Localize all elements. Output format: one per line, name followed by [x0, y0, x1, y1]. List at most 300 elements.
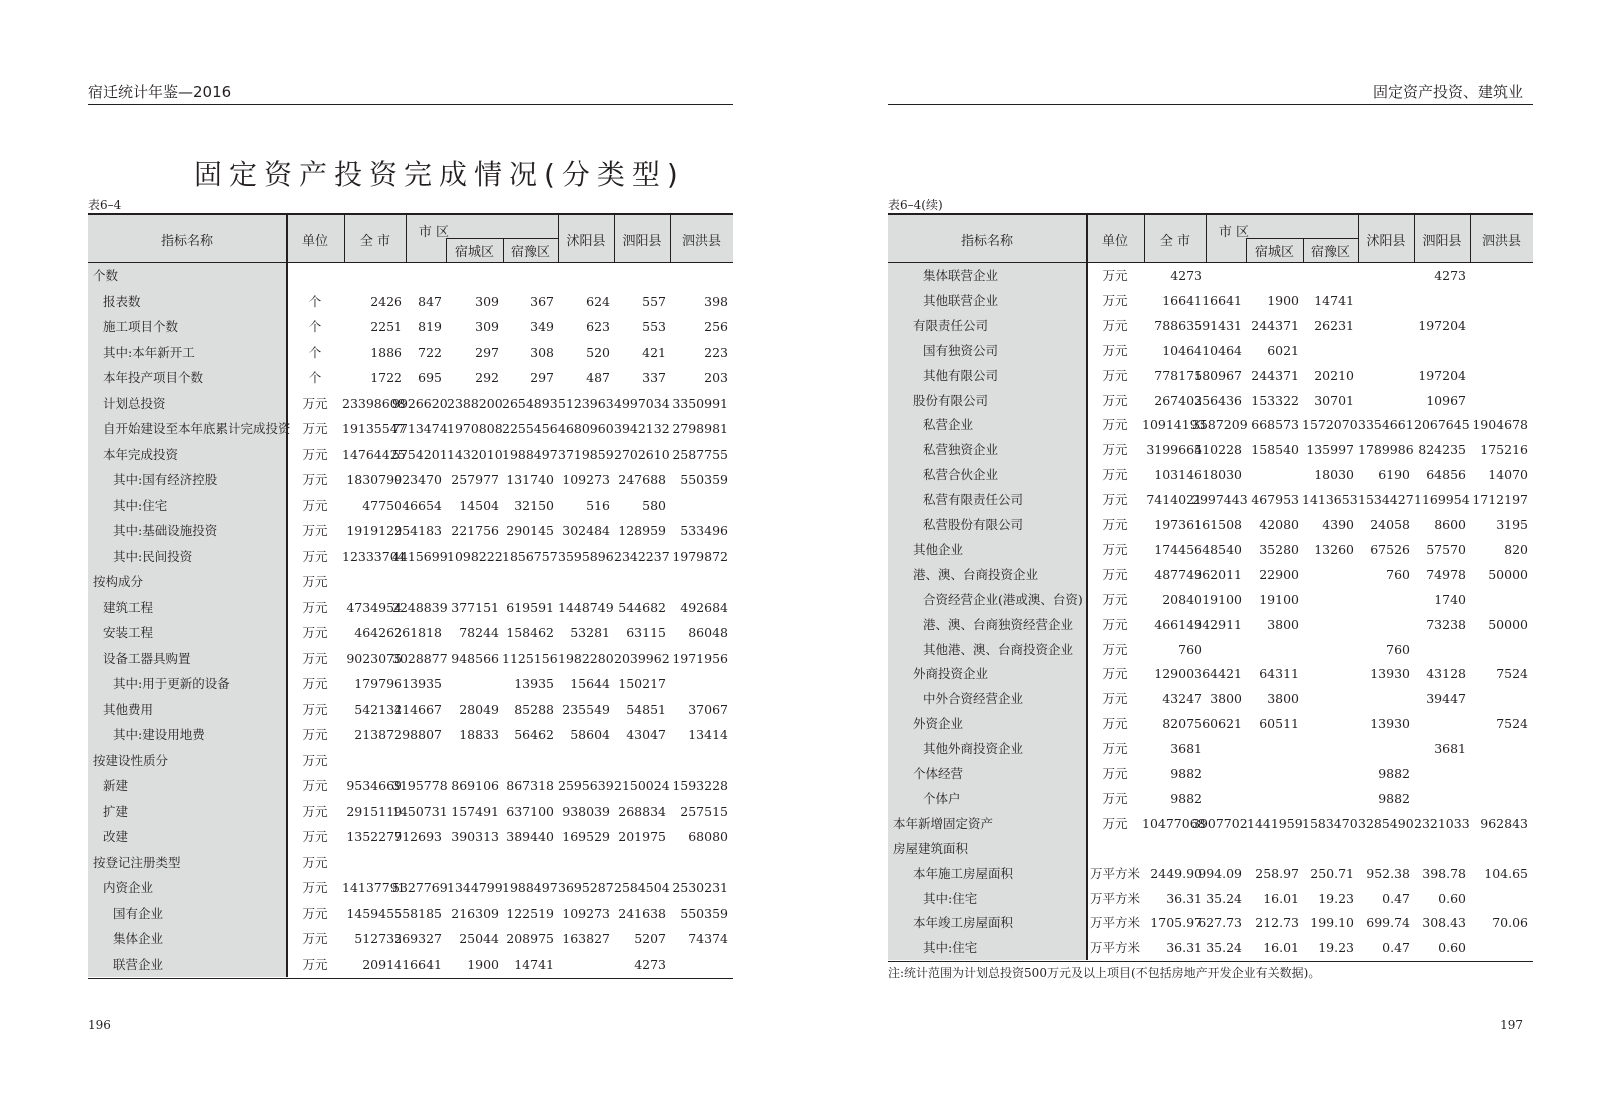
- cell-value: 10914193: [1142, 417, 1206, 433]
- row-label: 外商投资企业: [913, 666, 989, 682]
- cell-value: 1988497: [502, 446, 558, 462]
- cell-value: 824235: [1418, 442, 1466, 458]
- row-unit: 万元: [302, 548, 328, 564]
- cell-value: 1593228: [672, 778, 728, 793]
- cell-value: 2039962: [614, 650, 670, 666]
- cell-value: 16641: [402, 956, 442, 972]
- cell-value: 2449.90: [1150, 865, 1202, 881]
- row-label: 建筑工程: [103, 599, 154, 615]
- cell-value: 35280: [1259, 541, 1299, 557]
- row-unit: 万元: [302, 905, 328, 921]
- header-column-rule: [406, 215, 407, 263]
- cell-value: 1722: [370, 370, 402, 385]
- row-label: 其中:本年新开工: [103, 344, 195, 360]
- col-header-urban: 市 区: [1218, 224, 1250, 240]
- cell-value: 10477068: [1142, 815, 1206, 831]
- cell-value: 18030: [1314, 467, 1354, 483]
- cell-value: 247688: [618, 472, 666, 487]
- cell-value: 869106: [451, 778, 499, 793]
- row-unit: 万元: [302, 701, 328, 717]
- row-unit: 万元: [1102, 392, 1128, 408]
- cell-value: 1352277: [346, 829, 402, 844]
- cell-value: 2798981: [672, 421, 728, 436]
- row-unit: 万元: [302, 446, 328, 462]
- cell-value: 269327: [394, 931, 442, 946]
- cell-value: 0.47: [1382, 890, 1410, 906]
- table-row: [888, 910, 1533, 935]
- cell-value: 7414021: [1146, 492, 1202, 508]
- row-label: 个体经营: [913, 766, 964, 781]
- cell-value: 9882: [1378, 790, 1410, 806]
- col-header-shuyang: 沭阳县: [1366, 233, 1406, 249]
- cell-value: 1982280: [558, 650, 614, 666]
- cell-value: 1900: [467, 956, 499, 972]
- table-row: [888, 736, 1533, 761]
- col-header-sucheng: 宿城区: [454, 245, 494, 260]
- cell-value: 15644: [570, 676, 610, 691]
- cell-value: 309: [475, 293, 499, 309]
- table-row: [888, 462, 1533, 487]
- header-column-rule: [1414, 215, 1415, 263]
- row-label: 本年竣工房屋面积: [913, 915, 1014, 931]
- cell-value: 3681: [1434, 741, 1466, 757]
- cell-value: 46654: [402, 497, 442, 513]
- table-row: [888, 587, 1533, 612]
- cell-value: 464262: [354, 625, 402, 640]
- cell-value: 3199665: [1146, 442, 1202, 458]
- header-column-rule: [670, 215, 671, 263]
- cell-value: 1441959: [1247, 815, 1303, 831]
- cell-value: 64311: [1259, 666, 1299, 682]
- cell-value: 3354661: [1358, 417, 1414, 433]
- cell-value: 18030: [1202, 467, 1242, 483]
- cell-value: 257515: [680, 803, 728, 819]
- cell-value: 4680960: [558, 421, 614, 436]
- cell-value: 337: [642, 370, 666, 385]
- cell-value: 3595896: [558, 548, 614, 564]
- cell-value: 722: [418, 344, 442, 360]
- table-row: [88, 544, 733, 569]
- cell-value: 128959: [618, 523, 666, 538]
- header-column-rule: [344, 215, 345, 263]
- header-column-rule: [1144, 215, 1145, 263]
- cell-value: 10464: [1162, 342, 1202, 358]
- row-unit: 个: [308, 370, 322, 385]
- cell-value: 201975: [618, 829, 666, 844]
- cell-value: 1830790: [346, 472, 402, 487]
- cell-value: 847: [418, 293, 442, 309]
- cell-value: 4734954: [346, 599, 402, 615]
- cell-value: 74978: [1426, 566, 1466, 582]
- col-header-name: 指标名称: [160, 233, 213, 249]
- cell-value: 308: [530, 344, 554, 360]
- cell-value: 377151: [451, 599, 499, 615]
- table-row: [888, 836, 1533, 861]
- table-row: [88, 467, 733, 492]
- row-unit: 万平方米: [1089, 890, 1140, 906]
- row-label: 设备工器具购置: [103, 650, 191, 666]
- cell-value: 48540: [1202, 541, 1242, 557]
- cell-value: 213872: [354, 727, 402, 742]
- row-unit: 万元: [1102, 317, 1128, 333]
- row-unit: 万元: [302, 650, 328, 666]
- name-column-rule: [1086, 263, 1088, 960]
- cell-value: 104.65: [1484, 865, 1528, 881]
- cell-value: 60511: [1259, 716, 1299, 732]
- row-unit: 万元: [1102, 766, 1128, 781]
- table-row: [88, 773, 733, 798]
- cell-value: 158540: [1251, 442, 1299, 458]
- cell-value: 1988497: [502, 880, 558, 895]
- cell-value: 1459455: [346, 905, 402, 921]
- header-column-rule: [614, 215, 615, 263]
- cell-value: 129003: [1154, 666, 1202, 682]
- cell-value: 1789986: [1358, 442, 1414, 458]
- cell-value: 3719859: [558, 446, 614, 462]
- cell-value: 6021: [1267, 342, 1299, 358]
- cell-value: 7524: [1496, 666, 1528, 682]
- cell-value: 398.78: [1422, 865, 1466, 881]
- cell-value: 122519: [506, 905, 554, 921]
- cell-value: 14764425: [342, 446, 406, 462]
- row-label: 联营企业: [113, 956, 164, 972]
- cell-value: 214667: [394, 701, 442, 717]
- cell-value: 760: [1386, 566, 1410, 582]
- row-label: 私营股份有限公司: [923, 517, 1024, 532]
- col-header-sihong: 泗洪县: [1481, 233, 1521, 249]
- cell-value: 0.47: [1382, 940, 1410, 956]
- row-unit: 万元: [302, 778, 328, 793]
- running-head: 宿迁统计年鉴—2016: [88, 83, 232, 101]
- header-column-rule: [503, 238, 504, 263]
- cell-value: 3285490: [1358, 815, 1414, 831]
- row-unit: 万元: [302, 752, 328, 768]
- header-rule: [88, 104, 733, 105]
- cell-value: 47750: [362, 497, 402, 513]
- cell-value: 1856757: [502, 548, 558, 564]
- cell-value: 175216: [1480, 442, 1528, 458]
- cell-value: 25044: [459, 931, 499, 946]
- row-label: 内资企业: [103, 880, 154, 895]
- table-row: [88, 952, 733, 977]
- row-unit: 万元: [302, 676, 328, 691]
- row-unit: 万元: [1102, 666, 1128, 682]
- cell-value: 410228: [1194, 442, 1242, 458]
- cell-value: 3800: [1267, 691, 1299, 707]
- row-unit: 万元: [302, 803, 328, 819]
- header-subrule: [1246, 238, 1358, 239]
- cell-value: 5754201: [392, 446, 448, 462]
- row-unit: 万元: [302, 931, 328, 946]
- table-row: [888, 437, 1533, 462]
- right-page: [804, 0, 1609, 1099]
- row-label: 本年施工房屋面积: [913, 865, 1014, 881]
- cell-value: 68080: [688, 829, 728, 844]
- table-row: [888, 338, 1533, 363]
- table-row: [888, 288, 1533, 313]
- row-label: 个数: [93, 268, 119, 283]
- cell-value: 1448749: [558, 599, 614, 615]
- row-label: 报表数: [103, 293, 141, 309]
- cell-value: 3350991: [672, 395, 728, 411]
- col-header-shuyang: 沭阳县: [566, 233, 606, 249]
- row-unit: 万元: [1102, 442, 1128, 458]
- cell-value: 542134: [354, 701, 402, 717]
- row-unit: 万平方米: [1089, 940, 1140, 956]
- cell-value: 268834: [618, 803, 666, 819]
- cell-value: 241638: [618, 905, 666, 921]
- cell-value: 14741: [1314, 292, 1354, 308]
- table-row: [88, 875, 733, 900]
- cell-value: 208975: [506, 931, 554, 946]
- cell-value: 19100: [1202, 591, 1242, 607]
- table-row: [888, 686, 1533, 711]
- cell-value: 16.01: [1263, 940, 1299, 956]
- col-header-siyang: 泗阳县: [622, 233, 662, 249]
- row-unit: 万元: [302, 956, 328, 972]
- cell-value: 1886: [370, 344, 402, 360]
- cell-value: 2321033: [1414, 815, 1470, 831]
- cell-value: 39447: [1426, 691, 1466, 707]
- cell-value: 4997034: [614, 395, 670, 411]
- row-label: 私营企业: [923, 417, 974, 433]
- row-unit: 万元: [1102, 467, 1128, 483]
- cell-value: 297: [530, 370, 554, 385]
- row-label: 按建设性质分: [93, 752, 169, 768]
- row-label: 扩建: [103, 803, 129, 819]
- cell-value: 19.23: [1318, 940, 1354, 956]
- cell-value: 163827: [562, 931, 610, 946]
- row-label: 其他费用: [103, 701, 154, 717]
- cell-value: 389440: [506, 829, 554, 844]
- row-unit: 万元: [1102, 815, 1128, 831]
- cell-value: 86048: [688, 625, 728, 640]
- table-row: [88, 518, 733, 543]
- table-row: [88, 799, 733, 824]
- row-label: 私营合伙企业: [923, 467, 999, 483]
- table-row: [88, 442, 733, 467]
- cell-value: 1169954: [1414, 492, 1470, 508]
- cell-value: 5207: [634, 931, 666, 946]
- cell-value: 912693: [394, 829, 442, 844]
- table-row: [88, 850, 733, 875]
- cell-value: 14070: [1488, 467, 1528, 483]
- cell-value: 54851: [626, 701, 666, 717]
- cell-value: 302484: [562, 523, 610, 538]
- cell-value: 37067: [688, 701, 728, 717]
- header-column-rule: [1206, 215, 1207, 263]
- col-header-sihong: 泗洪县: [681, 233, 721, 249]
- cell-value: 623: [586, 319, 610, 334]
- cell-value: 135997: [1306, 442, 1354, 458]
- cell-value: 70.06: [1492, 915, 1528, 931]
- row-unit: 万元: [1102, 716, 1128, 732]
- header-column-rule: [286, 215, 288, 263]
- row-label: 施工项目个数: [103, 319, 179, 334]
- cell-value: 2150024: [614, 778, 670, 793]
- cell-value: 197361: [1154, 517, 1202, 532]
- cell-value: 20914: [362, 956, 402, 972]
- table-bottom-rule: [888, 961, 1533, 962]
- cell-value: 16641: [1162, 292, 1202, 308]
- cell-value: 35.24: [1206, 890, 1242, 906]
- cell-value: 43047: [626, 727, 666, 742]
- cell-value: 256436: [1194, 392, 1242, 408]
- cell-value: 962843: [1480, 815, 1528, 831]
- name-column-rule: [286, 263, 288, 977]
- cell-value: 9023075: [346, 650, 402, 666]
- row-unit: 万元: [1102, 417, 1128, 433]
- cell-value: 169529: [562, 829, 610, 844]
- page-title: 固定资产投资完成情况(分类型): [194, 157, 685, 191]
- table-header: [88, 213, 733, 263]
- row-label: 其他港、澳、台商投资企业: [923, 641, 1074, 657]
- table-row: [888, 786, 1533, 811]
- cell-value: 235549: [562, 701, 610, 717]
- cell-value: 398: [704, 293, 728, 309]
- cell-value: 695: [418, 370, 442, 385]
- cell-value: 63115: [626, 625, 666, 640]
- cell-value: 3028877: [392, 650, 448, 666]
- cell-value: 550359: [680, 905, 728, 921]
- cell-value: 952.38: [1366, 865, 1410, 881]
- col-header-city: 全 市: [359, 233, 391, 249]
- row-unit: 万元: [302, 854, 328, 870]
- row-label: 新建: [103, 778, 129, 793]
- cell-value: 619591: [506, 599, 554, 615]
- row-unit: 万元: [1102, 616, 1128, 632]
- table-row: [888, 612, 1533, 637]
- cell-value: 1900: [1267, 292, 1299, 308]
- cell-value: 57570: [1426, 541, 1466, 557]
- table-row: [888, 388, 1533, 413]
- cell-value: 624: [586, 293, 610, 309]
- cell-value: 1919122: [346, 523, 402, 538]
- cell-value: 3587209: [1192, 417, 1248, 433]
- row-unit: 万元: [1102, 517, 1128, 532]
- row-label: 其中:民间投资: [113, 548, 193, 564]
- table-row: [88, 748, 733, 773]
- cell-value: 2584504: [614, 880, 670, 895]
- cell-value: 158462: [506, 625, 554, 640]
- header-column-rule: [1358, 215, 1359, 263]
- row-label: 私营有限责任公司: [923, 492, 1024, 508]
- row-label: 计划总投资: [103, 395, 166, 411]
- cell-value: 244371: [1251, 367, 1299, 383]
- cell-value: 73238: [1426, 616, 1466, 632]
- row-unit: 万元: [302, 472, 328, 487]
- cell-value: 520: [586, 344, 610, 360]
- cell-value: 13930: [1370, 716, 1410, 732]
- row-unit: 万元: [1102, 367, 1128, 383]
- cell-value: 550359: [680, 472, 728, 487]
- row-unit: 万元: [1102, 591, 1128, 607]
- row-unit: 万元: [302, 880, 328, 895]
- cell-value: 627.73: [1198, 915, 1242, 931]
- cell-value: 257977: [451, 472, 499, 487]
- row-label: 本年完成投资: [103, 446, 179, 462]
- cell-value: 580: [642, 497, 666, 513]
- row-unit: 万元: [1102, 492, 1128, 508]
- row-unit: 万元: [1102, 566, 1128, 582]
- row-unit: 万元: [1102, 541, 1128, 557]
- row-label: 其中:基础设施投资: [113, 523, 218, 538]
- row-unit: 万元: [302, 497, 328, 513]
- row-label: 国有企业: [113, 905, 164, 921]
- cell-value: 10464: [1202, 342, 1242, 358]
- cell-value: 2915119: [346, 803, 402, 819]
- row-label: 个体户: [923, 790, 961, 806]
- cell-value: 82075: [1162, 716, 1202, 732]
- cell-value: 591431: [1194, 317, 1242, 333]
- cell-value: 261818: [394, 625, 442, 640]
- cell-value: 67526: [1370, 541, 1410, 557]
- cell-value: 778171: [1154, 367, 1202, 383]
- cell-value: 98807: [402, 727, 442, 742]
- row-unit: 万元: [302, 395, 328, 411]
- cell-value: 4390: [1322, 517, 1354, 532]
- cell-value: 53281: [570, 625, 610, 640]
- table-row: [88, 493, 733, 518]
- row-label: 改建: [103, 829, 129, 844]
- cell-value: 1413653: [1302, 492, 1358, 508]
- table-row: [888, 487, 1533, 512]
- cell-value: 516: [586, 497, 610, 513]
- cell-value: 580967: [1194, 367, 1242, 383]
- cell-value: 1432010: [447, 446, 503, 462]
- cell-value: 3195: [1496, 517, 1528, 532]
- cell-value: 19.23: [1318, 890, 1354, 906]
- cell-value: 13935: [402, 676, 442, 691]
- col-header-suyu: 宿豫区: [510, 245, 550, 260]
- cell-value: 22900: [1259, 566, 1299, 582]
- row-label: 其他企业: [913, 541, 964, 557]
- cell-value: 3942132: [614, 421, 670, 436]
- cell-value: 197204: [1418, 317, 1466, 333]
- cell-value: 290145: [506, 523, 554, 538]
- cell-value: 2251: [370, 319, 402, 334]
- col-header-city: 全 市: [1159, 233, 1191, 249]
- header-column-rule: [1246, 238, 1247, 263]
- cell-value: 3907702: [1192, 815, 1248, 831]
- table-row: [888, 886, 1533, 911]
- row-label: 其他有限公司: [923, 367, 999, 383]
- cell-value: 512735: [354, 931, 402, 946]
- row-unit: 万元: [302, 421, 328, 436]
- cell-value: 20210: [1314, 367, 1354, 383]
- row-label: 合资经营企业(港或澳、台资): [923, 591, 1083, 607]
- cell-value: 43247: [1162, 691, 1202, 707]
- cell-value: 487749: [1154, 566, 1202, 582]
- cell-value: 13414: [688, 727, 728, 742]
- cell-value: 367: [530, 293, 554, 309]
- table-header: [888, 213, 1533, 263]
- cell-value: 1125156: [502, 650, 558, 666]
- cell-value: 14137791: [342, 880, 406, 895]
- table-row: [888, 661, 1533, 686]
- cell-value: 14741: [514, 956, 554, 972]
- table-row: [88, 620, 733, 645]
- cell-value: 103146: [1154, 467, 1202, 483]
- cell-value: 297: [475, 344, 499, 360]
- cell-value: 150217: [618, 676, 666, 691]
- row-label: 国有独资公司: [923, 342, 999, 358]
- col-header-name: 指标名称: [960, 233, 1013, 249]
- cell-value: 544682: [618, 599, 666, 615]
- cell-value: 788635: [1154, 317, 1202, 333]
- row-label: 本年投产项目个数: [103, 370, 204, 385]
- cell-value: 23398608: [342, 395, 406, 411]
